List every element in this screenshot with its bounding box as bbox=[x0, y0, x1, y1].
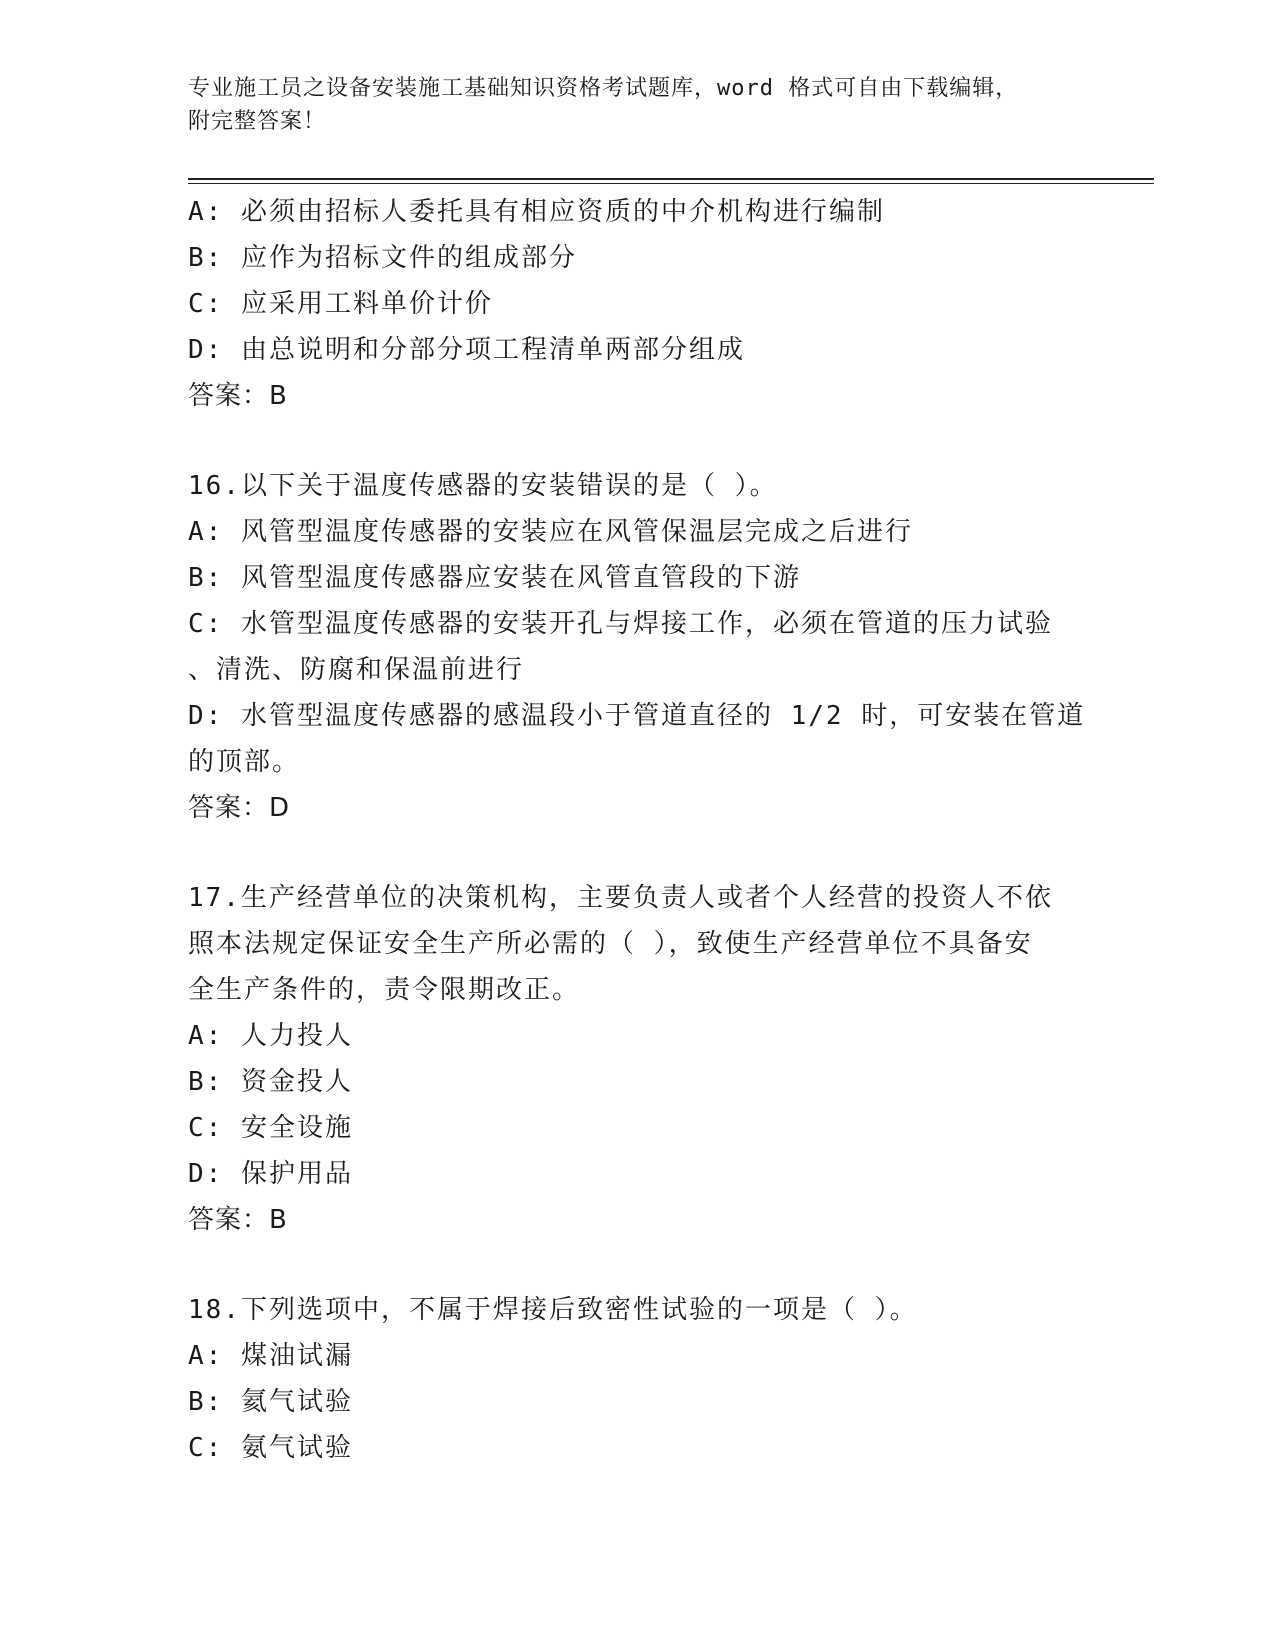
question-line: B: 风管型温度传感器应安装在风管直管段的下游 bbox=[188, 563, 801, 593]
header-rule-thin bbox=[188, 183, 1154, 184]
question-list bbox=[188, 189, 1086, 1471]
header-rule-thick bbox=[188, 178, 1154, 180]
question-line: 18.下列选项中，不属于焊接后致密性试验的一项是（ ）。 bbox=[188, 1295, 918, 1325]
question-block bbox=[188, 463, 1086, 831]
block-spacer bbox=[188, 419, 1068, 463]
question-line: C: 水管型温度传感器的安装开孔与焊接工作，必须在管道的压力试验 bbox=[188, 609, 1053, 639]
question-line: A: 人力投人 bbox=[188, 1021, 353, 1051]
question-line: 照本法规定保证安全生产所必需的（ ），致使生产经营单位不具备安 bbox=[188, 929, 1033, 959]
question-line: B: 氦气试验 bbox=[188, 1387, 353, 1417]
answer-line: 答案：B bbox=[188, 381, 288, 411]
question-line: A: 风管型温度传感器的安装应在风管保温层完成之后进行 bbox=[188, 517, 913, 547]
question-line: 17.生产经营单位的决策机构，主要负责人或者个人经营的投资人不依 bbox=[188, 883, 1053, 913]
question-line: 的顶部。 bbox=[188, 747, 301, 777]
question-line: 、清洗、防腐和保温前进行 bbox=[188, 655, 525, 685]
question-line: A: 必须由招标人委托具有相应资质的中介机构进行编制 bbox=[188, 197, 885, 227]
question-line: B: 应作为招标文件的组成部分 bbox=[188, 243, 577, 273]
question-line: C: 安全设施 bbox=[188, 1113, 353, 1143]
question-line: C: 应采用工料单价计价 bbox=[188, 289, 493, 319]
question-line: 16.以下关于温度传感器的安装错误的是（ ）。 bbox=[188, 471, 778, 501]
document-header: 专业施工员之设备安装施工基础知识资格考试题库，word 格式可自由下载编辑， 附完整答案！ bbox=[188, 76, 1019, 134]
question-line: A: 煤油试漏 bbox=[188, 1341, 353, 1371]
question-line: 全生产条件的，责令限期改正。 bbox=[188, 975, 581, 1005]
question-line: C: 氨气试验 bbox=[188, 1433, 353, 1463]
question-line: B: 资金投人 bbox=[188, 1067, 353, 1097]
question-block bbox=[188, 1287, 1068, 1471]
question-line: D: 保护用品 bbox=[188, 1159, 353, 1189]
block-spacer bbox=[188, 1243, 1068, 1287]
question-line: D: 水管型温度传感器的感温段小于管道直径的 1/2 时，可安装在管道 bbox=[188, 701, 1086, 731]
question-line: D: 由总说明和分部分项工程清单两部分组成 bbox=[188, 335, 745, 365]
question-block bbox=[188, 875, 1068, 1243]
block-spacer bbox=[188, 831, 1068, 875]
answer-line: 答案：D bbox=[188, 793, 291, 823]
question-block bbox=[188, 189, 1068, 419]
answer-line: 答案：B bbox=[188, 1205, 288, 1235]
